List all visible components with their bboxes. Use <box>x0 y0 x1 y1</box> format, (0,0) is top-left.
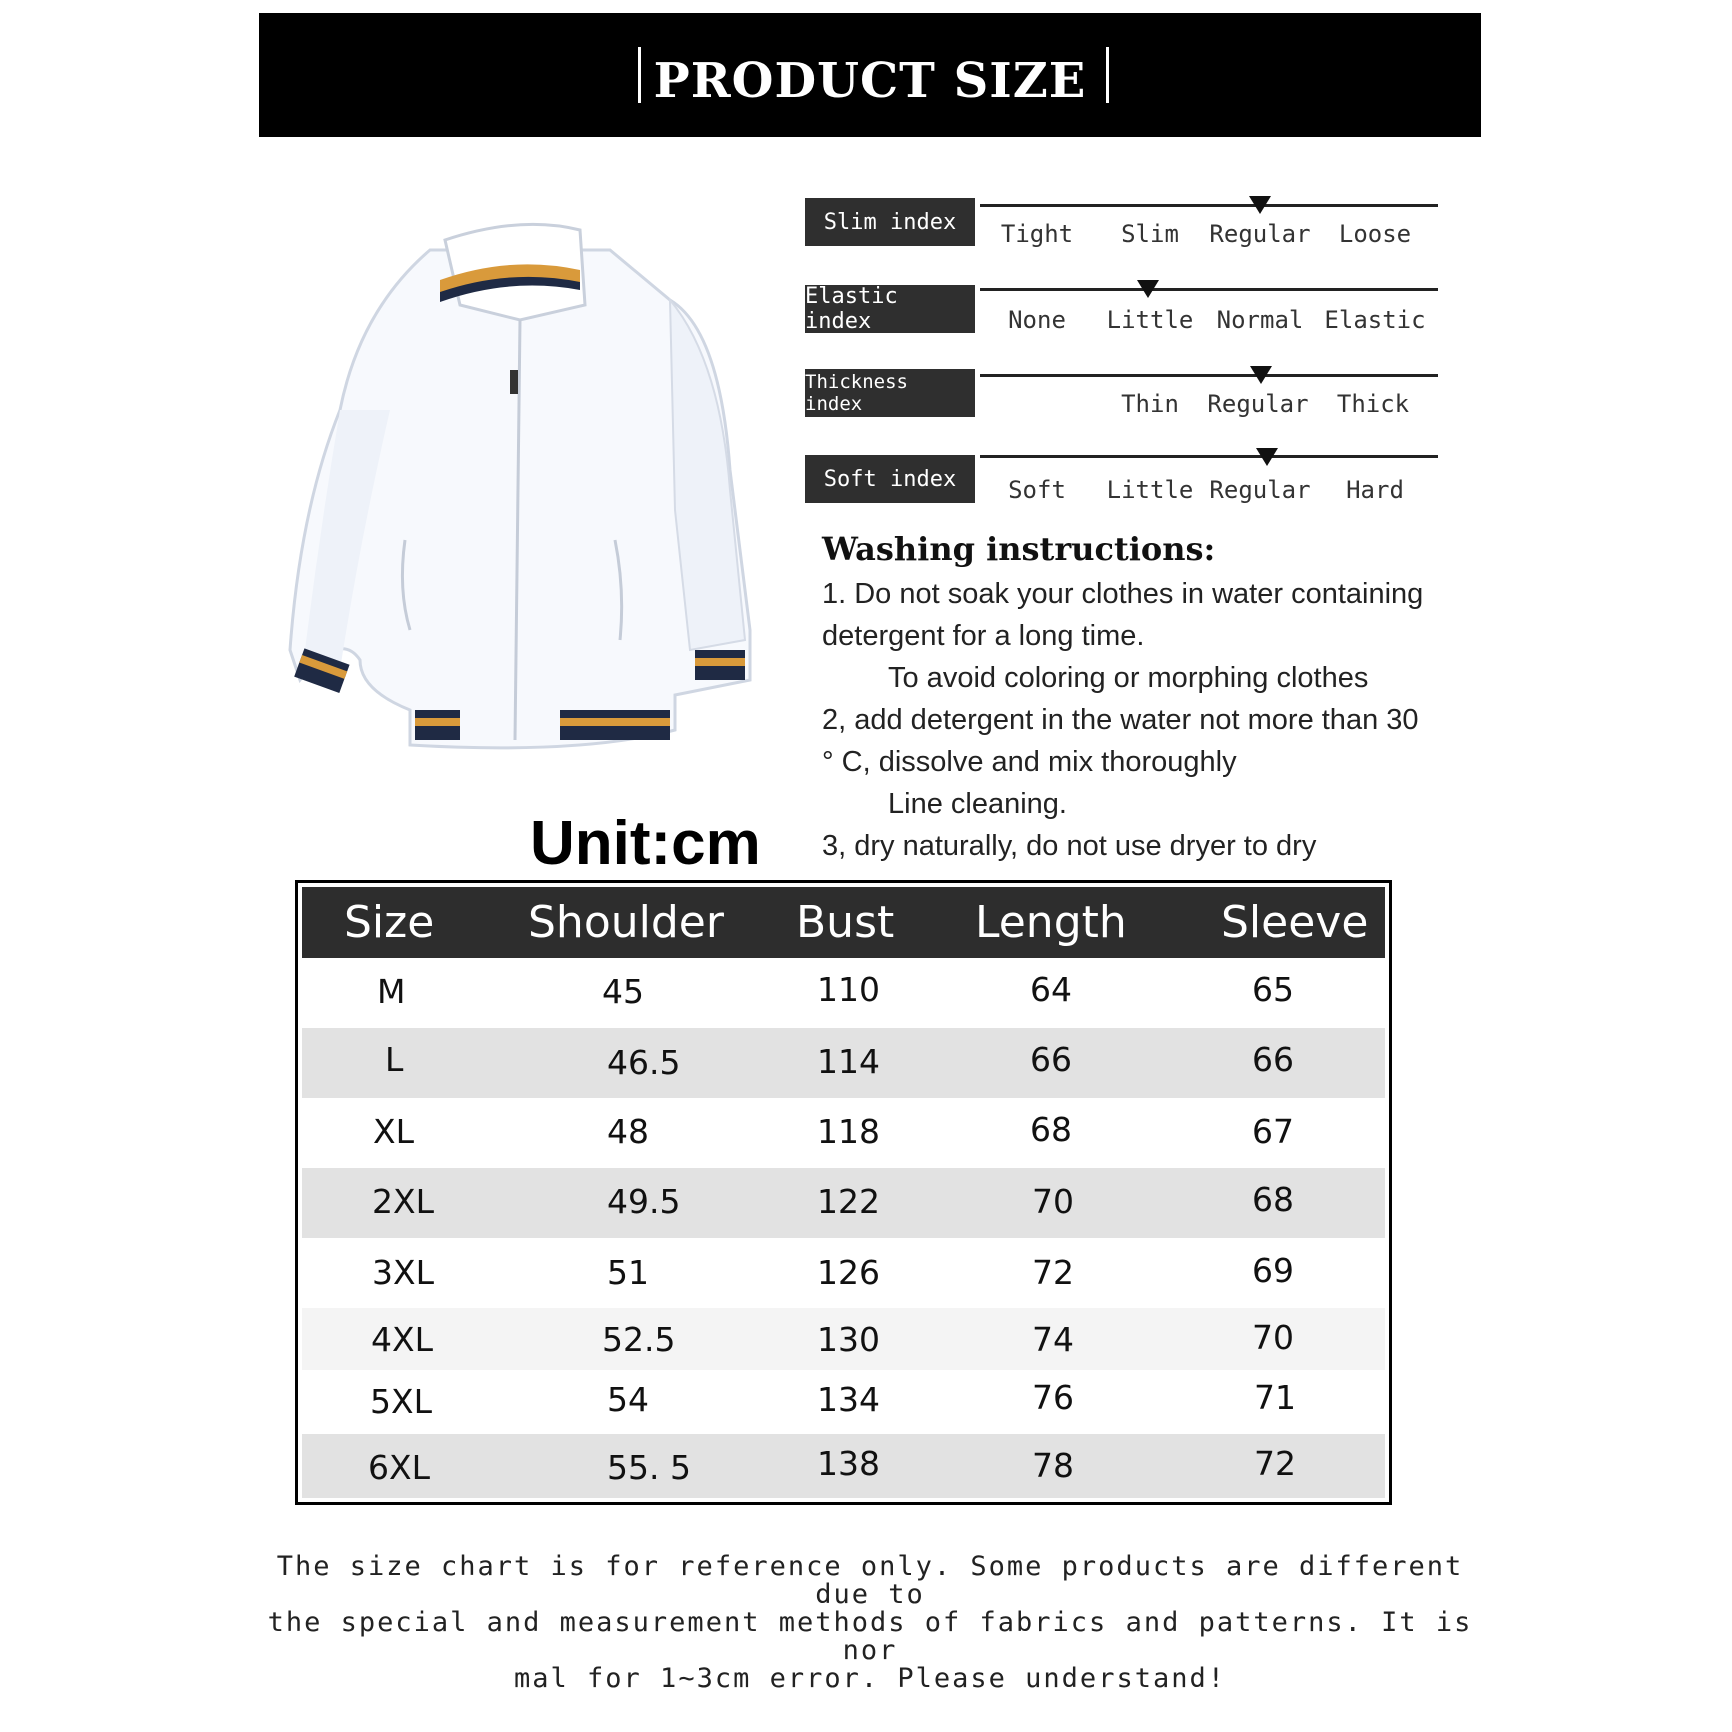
cell-shoulder: 48 <box>607 1112 649 1151</box>
cell-bust: 114 <box>817 1042 880 1081</box>
soft-index-scale <box>980 455 1438 458</box>
cell-sleeve: 70 <box>1252 1318 1294 1357</box>
cell-bust: 134 <box>817 1380 880 1419</box>
cell-shoulder: 51 <box>607 1253 649 1292</box>
cell-shoulder: 49.5 <box>607 1182 681 1221</box>
cell-size: XL <box>373 1112 414 1151</box>
cell-bust: 126 <box>817 1253 880 1292</box>
cell-length: 74 <box>1032 1320 1074 1359</box>
cell-bust: 118 <box>817 1112 880 1151</box>
elastic-option-none: None <box>1008 306 1066 334</box>
thickness-index-marker-icon <box>1250 366 1272 384</box>
header-size: Size <box>344 897 435 948</box>
cell-bust: 130 <box>817 1320 880 1359</box>
header-bust: Bust <box>796 897 895 948</box>
washing-line-2: detergent for a long time. <box>822 620 1145 652</box>
cell-sleeve: 65 <box>1252 970 1294 1009</box>
washing-line-5: ° C, dissolve and mix thoroughly <box>822 746 1237 778</box>
elastic-index-marker-icon <box>1137 280 1159 298</box>
cell-sleeve: 66 <box>1252 1040 1294 1079</box>
slim-option-slim: Slim <box>1121 220 1179 248</box>
soft-option-soft: Soft <box>1008 476 1066 504</box>
cell-shoulder: 46.5 <box>607 1043 681 1082</box>
cell-sleeve: 68 <box>1252 1180 1294 1219</box>
size-chart-disclaimer <box>259 1553 1481 1693</box>
washing-line-6: Line cleaning. <box>888 788 1067 820</box>
thickness-index-scale <box>980 374 1438 377</box>
washing-instructions-title: Washing instructions: <box>822 530 1216 568</box>
cell-shoulder: 54 <box>607 1380 649 1419</box>
cell-sleeve: 71 <box>1254 1378 1296 1417</box>
cell-size: 4XL <box>371 1320 433 1359</box>
cell-size: 6XL <box>368 1448 430 1487</box>
slim-option-loose: Loose <box>1338 220 1412 248</box>
slim-option-tight: Tight <box>1000 220 1074 248</box>
size-table <box>295 880 1392 1505</box>
washing-line-7: 3, dry naturally, do not use dryer to dry <box>822 830 1317 862</box>
thickness-option-thin: Thin <box>1121 390 1179 418</box>
cell-length: 70 <box>1032 1182 1074 1221</box>
disclaimer-line-1: The size chart is for reference only. Some products are different due to <box>276 1551 1464 1610</box>
disclaimer-line-3: mal for 1~3cm error. Please understand! <box>514 1663 1226 1694</box>
washing-line-3: To avoid coloring or morphing clothes <box>888 662 1369 694</box>
cell-bust: 122 <box>817 1182 880 1221</box>
soft-index-label: Soft index <box>805 455 975 503</box>
elastic-option-little: Little <box>1106 306 1194 334</box>
cell-size: L <box>385 1040 404 1079</box>
cell-sleeve: 69 <box>1252 1251 1294 1290</box>
cell-length: 72 <box>1032 1253 1074 1292</box>
banner-title: PRODUCT SIZE <box>653 53 1087 109</box>
elastic-option-elastic: Elastic <box>1324 306 1426 334</box>
cell-length: 68 <box>1030 1110 1072 1149</box>
cell-length: 66 <box>1030 1040 1072 1079</box>
cell-sleeve: 67 <box>1252 1112 1294 1151</box>
cell-size: 3XL <box>372 1253 434 1292</box>
cell-bust: 138 <box>817 1444 880 1483</box>
soft-option-little: Little <box>1106 476 1194 504</box>
banner-divider-right <box>1106 47 1109 103</box>
thickness-option-thick: Thick <box>1336 390 1410 418</box>
elastic-option-normal: Normal <box>1216 306 1304 334</box>
cell-bust: 110 <box>817 970 880 1009</box>
table-row <box>302 1028 1385 1098</box>
product-size-banner <box>259 13 1481 137</box>
table-row <box>302 1308 1385 1370</box>
table-row <box>302 958 1385 1028</box>
elastic-index-label: Elastic index <box>805 285 975 333</box>
cell-length: 64 <box>1030 970 1072 1009</box>
cell-shoulder: 45 <box>602 972 644 1011</box>
soft-option-hard: Hard <box>1346 476 1404 504</box>
slim-index-marker-icon <box>1249 196 1271 214</box>
cell-length: 76 <box>1032 1378 1074 1417</box>
table-row <box>302 1168 1385 1238</box>
washing-line-4: 2, add detergent in the water not more than 30 <box>822 704 1419 736</box>
cell-shoulder: 52.5 <box>602 1320 676 1359</box>
cell-size: 2XL <box>372 1182 434 1221</box>
soft-option-regular: Regular <box>1209 476 1311 504</box>
header-length: Length <box>975 897 1127 948</box>
elastic-index-scale <box>980 288 1438 291</box>
table-row <box>302 1434 1385 1498</box>
cell-size: 5XL <box>370 1382 432 1421</box>
slim-index-scale <box>980 204 1438 207</box>
header-shoulder: Shoulder <box>528 897 724 948</box>
cell-sleeve: 72 <box>1254 1444 1296 1483</box>
cell-length: 78 <box>1032 1446 1074 1485</box>
thickness-option-regular: Regular <box>1207 390 1309 418</box>
size-table-header <box>302 887 1385 958</box>
table-row <box>302 1098 1385 1168</box>
soft-index-marker-icon <box>1256 448 1278 466</box>
slim-index-label: Slim index <box>805 198 975 246</box>
cell-shoulder: 55. 5 <box>607 1448 691 1487</box>
header-sleeve: Sleeve <box>1221 897 1369 948</box>
slim-option-regular: Regular <box>1209 220 1311 248</box>
disclaimer-line-2: the special and measurement methods of fabrics and patterns. It is nor <box>267 1607 1473 1666</box>
table-row <box>302 1238 1385 1308</box>
cell-size: M <box>377 972 406 1011</box>
thickness-index-label: Thickness index <box>805 369 975 417</box>
white-jacket-image <box>280 210 760 800</box>
washing-line-1: 1. Do not soak your clothes in water containing <box>822 578 1424 610</box>
table-row <box>302 1370 1385 1434</box>
unit-label: Unit:cm <box>530 809 761 878</box>
